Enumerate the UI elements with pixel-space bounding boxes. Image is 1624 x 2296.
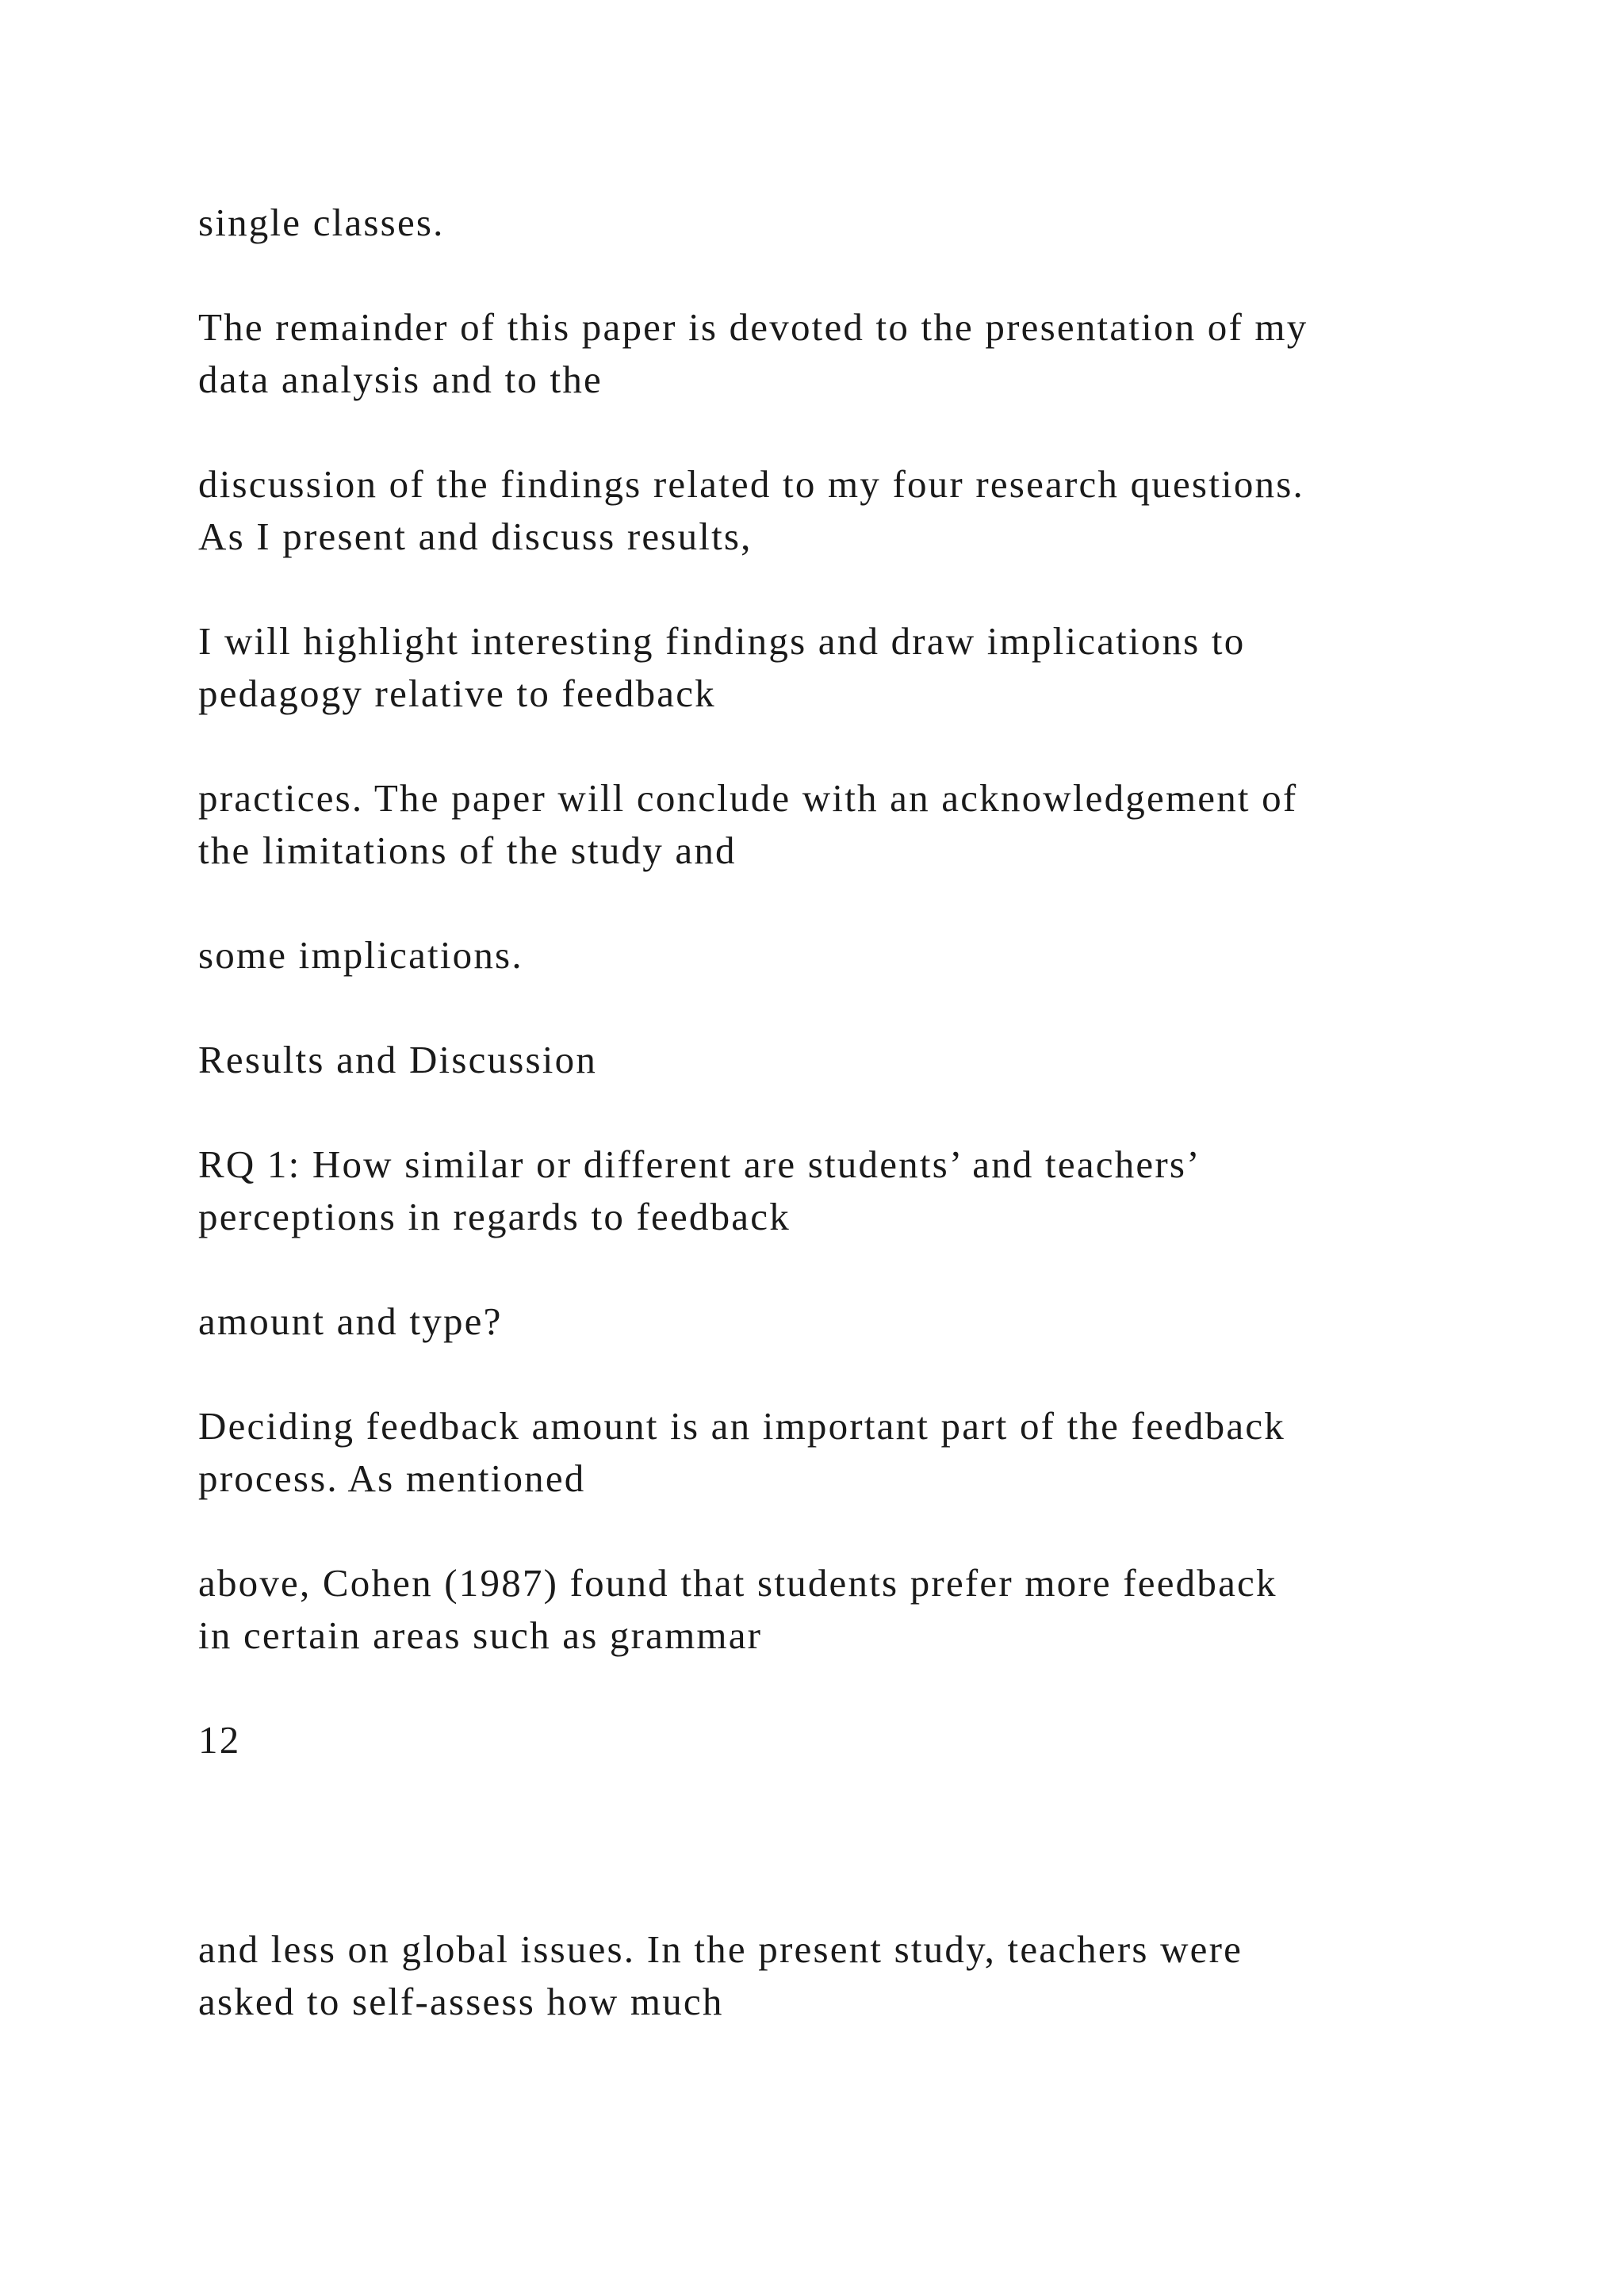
text-line: Deciding feedback amount is an important part of the feedback [198,1404,1285,1448]
text-line: perceptions in regards to feedback [198,1195,791,1238]
text-line: in certain areas such as grammar [198,1613,763,1657]
text-line: amount and type? [198,1299,503,1343]
text-line: above, Cohen (1987) found that students prefer more feedback [198,1561,1277,1605]
text-line: practices. The paper will conclude with an acknowledgement of [198,776,1298,820]
paragraph-practices [198,772,1546,877]
research-question [198,1138,1546,1243]
page-number-text: 12 [198,1718,241,1762]
text-line: asked to self-assess how much [198,1980,724,2023]
research-question-continuation [198,1295,1546,1348]
paragraph-discussion [198,458,1546,563]
page-number [198,1714,1546,1766]
text-line: the limitations of the study and [198,828,737,872]
paragraph-global-issues [198,1923,1546,2028]
paragraph-deciding [198,1400,1546,1505]
text-line: some implications. [198,933,523,977]
text-line: process. As mentioned [198,1456,586,1500]
text-line: discussion of the findings related to my four research questions. [198,462,1304,506]
paragraph-continuation [198,197,1546,249]
text-line: I will highlight interesting findings and draw implications to [198,619,1246,663]
text-line: As I present and discuss results, [198,515,753,558]
paragraph-remainder [198,301,1546,406]
text-line: single classes. [198,201,445,244]
text-line: The remainder of this paper is devoted to the presentation of my [198,305,1308,349]
text-line: RQ 1: How similar or different are students’ and teachers’ [198,1142,1201,1186]
paragraph-highlight [198,615,1546,720]
paragraph-cohen [198,1557,1546,1662]
heading-text: Results and Discussion [198,1038,598,1081]
paragraph-implications [198,929,1546,982]
text-line: pedagogy relative to feedback [198,672,716,715]
text-line: and less on global issues. In the present study, teachers were [198,1927,1243,1971]
section-heading [198,1034,1546,1086]
text-line: data analysis and to the [198,358,603,401]
